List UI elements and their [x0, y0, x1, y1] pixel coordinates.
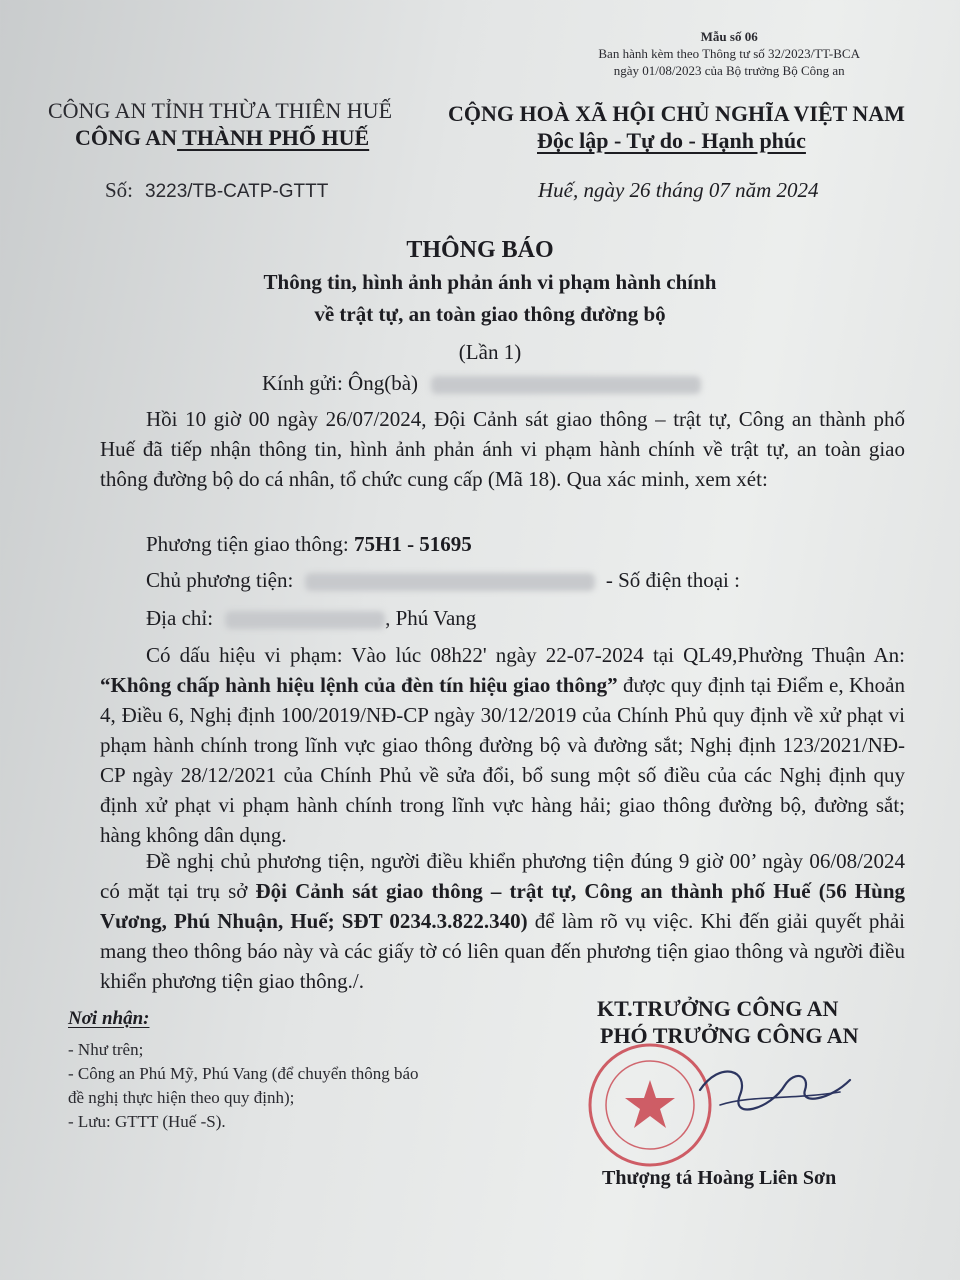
- redacted-address: [225, 611, 385, 629]
- paragraph-violation: [100, 640, 905, 850]
- redacted-owner: [305, 573, 595, 591]
- address-label: Địa chỉ:: [146, 606, 214, 630]
- form-reference: [598, 28, 860, 79]
- recipients-label: Nơi nhận:: [68, 1008, 150, 1029]
- handwritten-signature: [690, 1050, 860, 1130]
- vehicle-line: [146, 532, 472, 557]
- request-office: Đội Cảnh sát giao thông – trật tự, Công an thành phố Huế (56 Hùng Vương, Phú Nhuận, Huế; SĐT 0234.3.822.340): [100, 879, 905, 933]
- org-parent: CÔNG AN TỈNH THỪA THIÊN HUẾ: [48, 98, 393, 123]
- nation-motto: Độc lập - Tự do - Hạnh phúc: [537, 128, 806, 153]
- signer-name: Thượng tá Hoàng Liên Sơn: [602, 1167, 837, 1189]
- document-number-value: 3223/TB-CATP-GTTT: [145, 181, 329, 202]
- org-name: [75, 125, 369, 151]
- recipients-list: [68, 1038, 419, 1134]
- greeting-text: Kính gửi: Ông(bà): [262, 371, 419, 395]
- place-date: Huế, ngày 26 tháng 07 năm 2024: [538, 178, 819, 202]
- paragraph-request: [100, 846, 905, 996]
- paragraph-intro: Hồi 10 giờ 00 ngày 26/07/2024, Đội Cảnh sát giao thông – trật tự, Công an thành phố Huế đã tiếp nhận thông tin, hình ảnh phản ánh vi phạm hành chính về trật tự, an toàn giao thông đường bộ do cá nhân, tổ chức cung cấp (Mã 18). Qua xác minh, xem xét:: [100, 407, 905, 491]
- violation-description: “Không chấp hành hiệu lệnh của đèn tín hiệu giao thông”: [100, 673, 618, 697]
- recipient-item: - Như trên;: [68, 1040, 144, 1059]
- vehicle-plate: 75H1 - 51695: [353, 532, 472, 556]
- owner-line: [146, 568, 740, 593]
- org-name-underlined: THÀNH PHỐ HUẾ: [177, 125, 370, 150]
- request-intro: Đề nghị chủ phương tiện, người điều khiển phương tiện đúng 9 giờ 00’ ngày 06/08/2024 có mặt tại trụ sở: [100, 849, 905, 903]
- recipient-item: đề nghị thực hiện theo quy định);: [68, 1088, 295, 1107]
- notice-title: THÔNG BÁO: [406, 237, 554, 263]
- form-number: Mẫu số 06: [700, 29, 758, 44]
- org-name-pre: CÔNG AN: [75, 125, 178, 150]
- redacted-name: [431, 376, 701, 394]
- phone-label: - Số điện thoại :: [605, 568, 740, 592]
- signature-title-1: KT.TRƯỞNG CÔNG AN: [597, 996, 839, 1021]
- form-issued-line-2: ngày 01/08/2023 của Bộ trưởng Bộ Công an: [613, 63, 845, 78]
- address-line: [146, 606, 476, 631]
- address-tail: , Phú Vang: [385, 606, 477, 630]
- violation-legal-basis: được quy định tại Điểm e, Khoản 4, Điều 6, Nghị định 100/2019/NĐ-CP ngày 30/12/2019 của Chính Phủ quy định về xử phạt vi phạm hành chính trong lĩnh vực giao thông đường bộ và đường sắt; Nghị định 123/2021/NĐ-CP ngày 28/12/2021 của Chính Phủ về sửa đổi, bổ sung một số điều của các Nghị định quy định xử phạt vi phạm hành chính trong lĩnh vực hàng hải; giao thông đường bộ, đường sắt; hàng không dân dụng.: [100, 673, 905, 847]
- notice-subtitle-2: về trật tự, an toàn giao thông đường bộ: [314, 302, 666, 326]
- form-issued-line-1: Ban hành kèm theo Thông tư số 32/2023/TT-BCA: [598, 46, 860, 61]
- recipient-item: - Công an Phú Mỹ, Phú Vang (để chuyển thông báo: [68, 1064, 419, 1083]
- document-number-label: Số:: [105, 178, 134, 202]
- greeting: [262, 371, 701, 396]
- notice-subtitle-1: Thông tin, hình ảnh phản ánh vi phạm hành chính: [263, 270, 717, 294]
- signature-title-2: PHÓ TRƯỞNG CÔNG AN: [600, 1023, 859, 1048]
- notice-round: (Lần 1): [458, 340, 522, 364]
- document-number: [105, 178, 328, 203]
- recipient-item: - Lưu: GTTT (Huế -S).: [68, 1112, 226, 1131]
- vehicle-label: Phương tiện giao thông:: [146, 532, 354, 556]
- request-instructions: để làm rõ vụ việc. Khi đến giải quyết phải mang theo thông báo này và các giấy tờ có liên quan đến phương tiện giao thông và người điều khiển phương tiện giao thông./.: [100, 909, 905, 993]
- nation-title: CỘNG HOÀ XÃ HỘI CHỦ NGHĨA VIỆT NAM: [448, 101, 905, 126]
- violation-intro: Có dấu hiệu vi phạm: Vào lúc 08h22' ngày 22-07-2024 tại QL49,Phường Thuận An:: [146, 643, 905, 667]
- owner-label: Chủ phương tiện:: [146, 568, 294, 592]
